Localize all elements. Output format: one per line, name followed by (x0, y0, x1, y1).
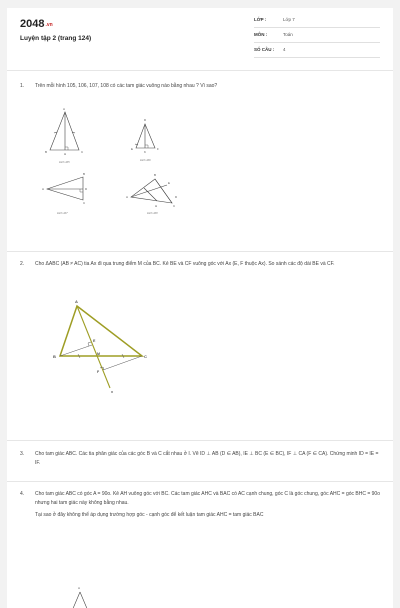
divider-2 (7, 440, 393, 441)
q2-label-c: C (144, 354, 147, 359)
fig108-label-d: D (175, 195, 178, 199)
q2-label-f: F (97, 370, 100, 374)
question-number: 4. (20, 491, 25, 497)
q2-label-m: M (97, 352, 100, 356)
q2-label-x: x (111, 390, 113, 394)
meta-class-row (254, 16, 380, 28)
question-number: 3. (20, 451, 25, 457)
q2-label-e: E (93, 339, 96, 343)
fig106-label-k: K (144, 150, 147, 154)
fig106-label-f: F (157, 147, 159, 151)
question-1 (20, 82, 380, 91)
header-divider (7, 70, 393, 71)
document-header (7, 8, 393, 70)
meta-subject-value: Toán (283, 32, 293, 37)
question-number: 1. (20, 83, 25, 89)
logo-suffix: .vn (45, 22, 53, 28)
fig108-label-h: H (155, 204, 158, 208)
q2-label-b: B (53, 354, 56, 359)
fig105-caption: Hình 105 (59, 161, 70, 164)
site-logo[interactable] (20, 18, 53, 30)
fig108-label-e: E (168, 181, 171, 185)
fig105-label-a: A (63, 107, 66, 111)
fig107-caption: Hình 107 (57, 212, 68, 215)
fig105-label-h: H (64, 152, 67, 156)
fig106-caption: Hình 106 (140, 159, 151, 162)
question-3 (20, 450, 380, 467)
question-text: Cho tam giác ABC có góc A = 90o. Kẻ AH vuông góc với BC. Các tam giác AHC và BAC có AC cạnh chung, góc C là góc chung, góc AHC = góc BHC = 90o nhưng hai tam giác này không bằng nhau. (35, 491, 380, 506)
meta-count-value: 4 (283, 47, 286, 52)
fig108-caption: Hình 108 (147, 212, 158, 215)
meta-count-row (254, 46, 380, 58)
fig107-label-a: A (42, 187, 45, 191)
meta-count-label: SỐ CÂU : (254, 47, 275, 52)
logo-text: 2048 (20, 18, 45, 30)
question-4 (20, 490, 380, 520)
q2-label-a: A (75, 299, 78, 304)
divider-1 (7, 251, 393, 252)
q4-label-a: A (78, 586, 81, 590)
document-page (7, 8, 393, 608)
fig107-label-b: B (83, 172, 86, 176)
divider-3 (7, 481, 393, 482)
fig108-label-b: B (154, 173, 157, 177)
page-title: Luyện tập 2 (trang 124) (20, 35, 92, 42)
fig105-label-c: C (81, 150, 84, 154)
question-text: Tại sao ở đây không thể áp dụng trường hợp góc - cạnh góc để kết luận tam giác AHC = tam giác BAC (35, 512, 264, 518)
question-text: Cho tam giác ABC. Các tia phân giác của các góc B và C cắt nhau ở I. Vẽ ID ⊥ AB (D ∈ AB), IE ⊥ BC (E ∈ BC), IF ⊥ CA (F ∈ CA). Chứng minh ID = IE = IF. (35, 451, 379, 466)
question-text: Trên mỗi hình 105, 106, 107, 108 có các tam giác vuông nào bằng nhau ? Vì sao? (35, 83, 218, 89)
q2-figure (7, 293, 393, 403)
fig106-label-d: D (144, 118, 147, 122)
fig107-label-d: D (85, 187, 88, 191)
meta-subject-row (254, 31, 380, 43)
question-2 (20, 260, 380, 269)
q4-figure (7, 578, 393, 608)
meta-class-value: Lớp 7 (283, 17, 295, 22)
fig107-label-c: C (83, 201, 86, 205)
meta-class-label: LỚP : (254, 17, 267, 22)
question-text: Cho ΔABC (AB ≠ AC) tia Ax đi qua trung điểm M của BC. Kẻ BE và CF vuông góc với Ax (E, F thuộc Ax). So sánh các độ dài BE và CF. (35, 261, 335, 267)
fig105-label-b: B (45, 150, 48, 154)
meta-subject-label: MÔN : (254, 32, 268, 37)
q1-figures (7, 96, 393, 221)
question-number: 2. (20, 261, 25, 267)
fig108-label-c: C (173, 204, 176, 208)
fig106-label-e: E (131, 147, 134, 151)
fig108-label-a: A (126, 195, 129, 199)
